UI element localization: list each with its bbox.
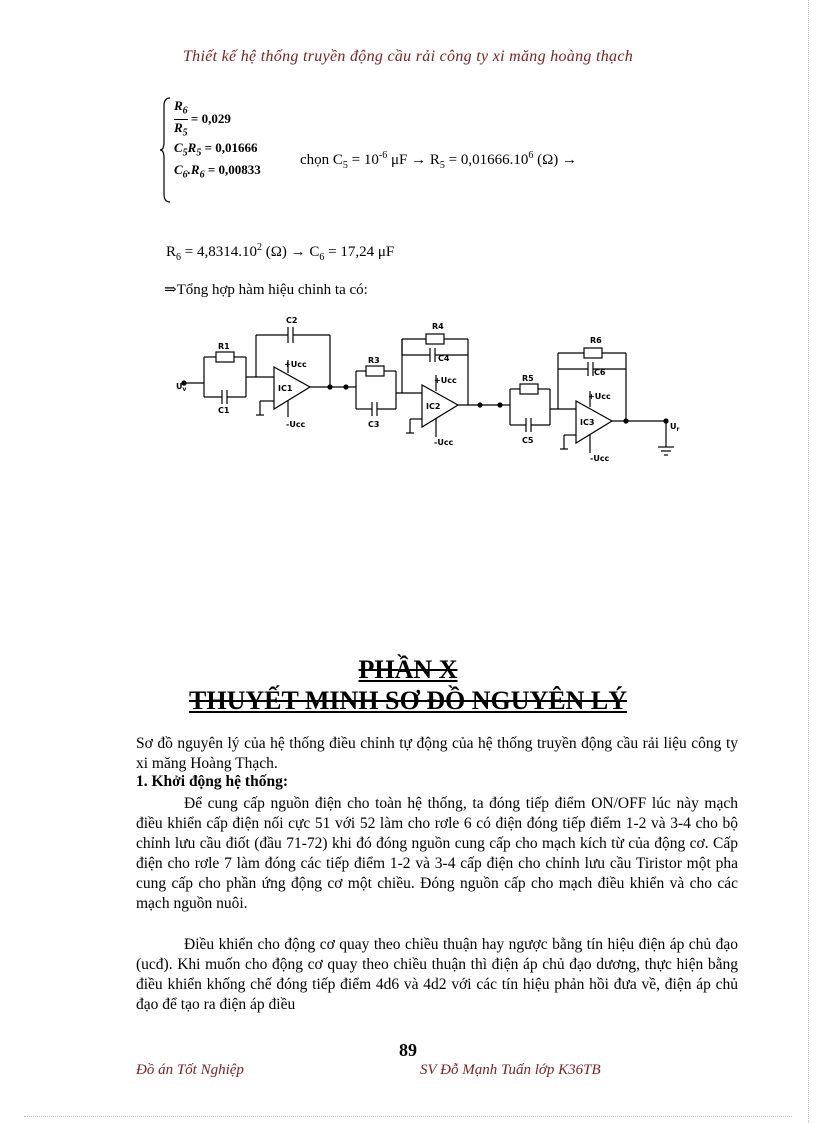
label-vpos2: +Ucc	[434, 376, 457, 385]
equation-r6: $R_6 = 4,8314.10^2$ $(\Omega) \to C_6 = 17,24$ μF	[166, 242, 395, 263]
label-c1: C1	[218, 406, 230, 415]
label-c3: C3	[368, 420, 380, 429]
label-r4: R4	[432, 322, 444, 331]
brace-icon	[160, 96, 172, 204]
section-title-main: THUYẾT MINH SƠ ĐỒ NGUYÊN LÝ	[189, 686, 627, 715]
paragraph-direction: Điều khiển cho động cơ quay theo chiều thuận hay ngược bằng tín hiệu điện áp chủ đạo (ucđ). Khi muốn cho động cơ quay theo chiều thuận thì điện áp chủ đạo dương, thực hiện bằng điều khiển khống chế đóng tiếp điểm 4d6 và 4d2 với các tín hiệu phản hồi đưa về, điện áp chủ đạo để tạo ra điện áp điều	[136, 936, 738, 1013]
label-ic3: IC3	[580, 418, 595, 427]
label-r3: R3	[368, 356, 380, 365]
implies-arrow-icon: ⇒	[164, 282, 177, 298]
label-c6: C6	[594, 368, 606, 377]
equation-value: = 0,029	[190, 111, 231, 127]
label-c5: C5	[522, 436, 534, 445]
label-r6: R6	[590, 336, 602, 345]
intro-paragraph: Sơ đồ nguyên lý của hệ thống điều chỉnh tự động của hệ thống truyền động cầu rải liệu công ty xi măng Hoàng Thạch.	[136, 735, 738, 772]
label-c4: C4	[438, 354, 450, 363]
paragraph-startup: Để cung cấp nguồn điện cho toàn hệ thống, ta đóng tiếp điểm ON/OFF lúc này mạch điều khiển cấp điện nối cực 51 với 52 làm cho rơle 6 có điện đóng tiếp điểm 1-2 và 3-4 cho bộ chỉnh lưu cầu điốt (đầu 71-72) khi đó đóng nguồn cung cấp cho mạch kích từ của động cơ. Cấp điện cho rơle 7 làm đóng các tiếp điểm 1-2 và 3-4 cấp điện cho chỉnh lưu cầu Tiristor một pha cung cấp cho phần ứng động cơ một chiều. Đóng nguồn cấp cho mạch điều khiển và cho các mạch nguồn nuôi.	[136, 795, 738, 912]
equation-choose: chọn $C_5 = 10^{-6}$ $\mu F \to R_5 = 0,01666.10^6$ (Ω) →	[300, 150, 577, 171]
label-vpos1: +Ucc	[284, 360, 307, 369]
equation-ratio	[174, 98, 231, 140]
circuit-diagram	[170, 305, 690, 465]
label-ic2: IC2	[426, 402, 441, 411]
input-label: $U_v$	[176, 382, 187, 393]
equation-c5r5: $C_5R_5 = 0,01666$	[174, 140, 258, 159]
label-vneg1: -Ucc	[286, 420, 306, 429]
footer-right: SV Đỗ Mạnh Tuấn lớp K36TB	[420, 1062, 601, 1078]
section-title-part: PHẦN X	[358, 655, 458, 684]
label-r5: R5	[522, 374, 534, 383]
page-header: Thiết kế hệ thống truyền động cầu rải công ty xi măng hoàng thạch	[182, 48, 634, 65]
page-border-bottom	[24, 1116, 792, 1117]
page-number: 89	[399, 1040, 417, 1060]
label-vneg2: -Ucc	[434, 438, 454, 447]
equation-system	[160, 96, 290, 204]
page-border-right	[808, 0, 809, 1123]
label-vneg3: -Ucc	[590, 454, 610, 463]
label-ic1: IC1	[278, 384, 293, 393]
label-c2: C2	[286, 316, 298, 325]
summary-line: ⇒Tổng hợp hàm hiệu chỉnh ta có:	[164, 282, 368, 298]
label-vpos3: +Ucc	[588, 392, 611, 401]
heading-startup: 1. Khởi động hệ thống:	[136, 773, 288, 790]
equation-c6r6: $C_6.R_6 = 0,00833$	[174, 162, 261, 181]
footer-left: Đồ án Tốt Nghiệp	[136, 1062, 244, 1078]
output-label: $U_r$	[670, 422, 680, 433]
label-r1: R1	[218, 342, 230, 351]
fraction: $\frac{R_6}{R_5}$	[174, 98, 188, 139]
